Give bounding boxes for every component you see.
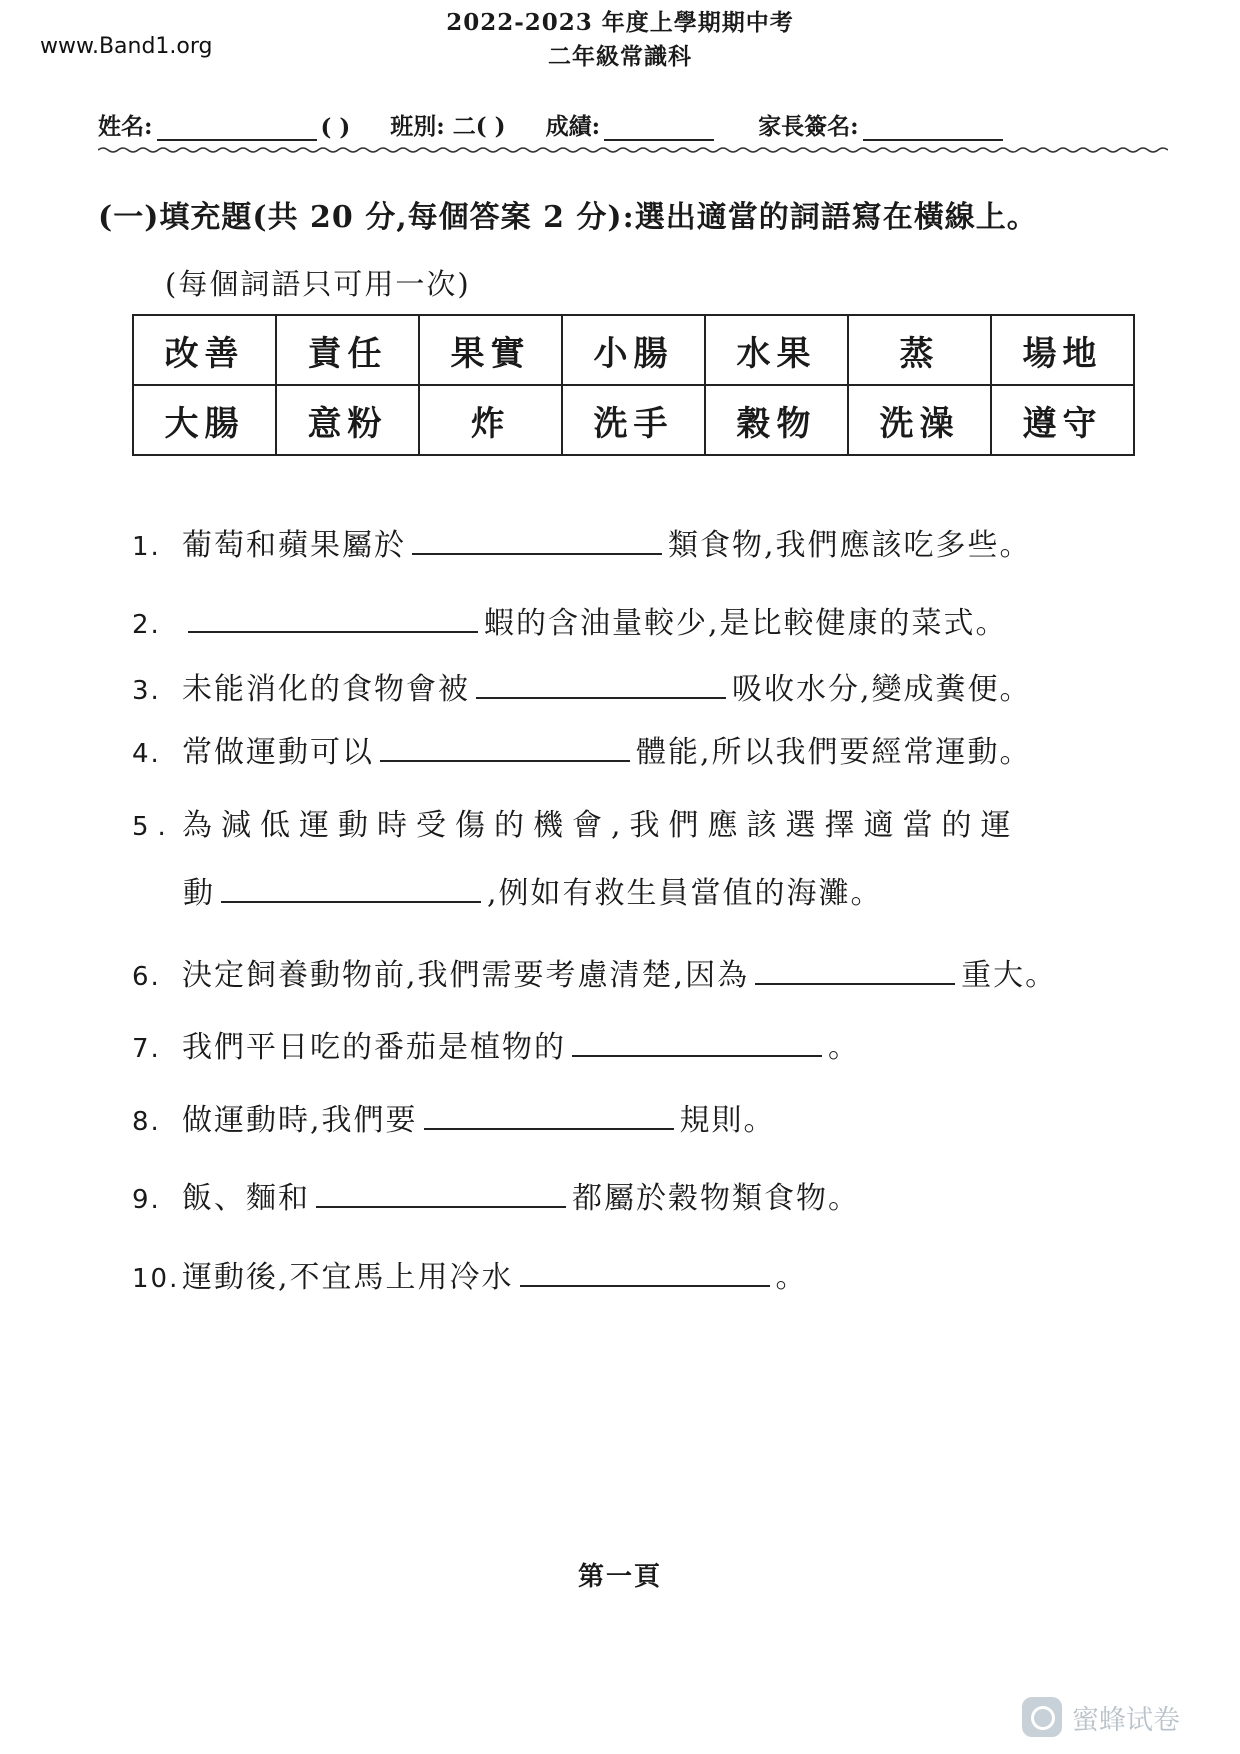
name-field[interactable] — [157, 115, 317, 141]
question-3: 3. 未能消化的食物會被 吸收水分,變成糞便。 — [132, 664, 1032, 708]
question-8: 8. 做運動時,我們要 規則。 — [132, 1095, 776, 1139]
question-9: 9. 飯、麵和 都屬於穀物類食物。 — [132, 1173, 860, 1217]
word-bank-cell: 洗澡 — [848, 385, 991, 455]
answer-blank[interactable] — [412, 525, 662, 555]
class-label: 班別: 二( ) — [390, 113, 506, 140]
score-field[interactable] — [604, 115, 714, 141]
class-number-paren: ( ) — [320, 114, 351, 141]
score-label: 成績: — [545, 113, 601, 140]
brand-watermark-text: 蜜蜂试卷 — [1072, 1704, 1180, 1736]
answer-blank[interactable] — [520, 1257, 770, 1287]
divider-wavy-line — [98, 146, 1168, 154]
name-label: 姓名: — [98, 113, 153, 140]
word-bank-row — [133, 315, 1134, 385]
brand-watermark — [1022, 1697, 1180, 1737]
brand-logo-icon — [1022, 1697, 1062, 1737]
word-bank-cell: 炸 — [419, 385, 562, 455]
answer-blank[interactable] — [221, 873, 481, 903]
word-bank-cell: 場地 — [991, 315, 1134, 385]
word-bank-cell: 改善 — [133, 315, 276, 385]
page-number: 第一頁 — [577, 1562, 662, 1592]
question-2: 2. 蝦的含油量較少,是比較健康的菜式。 — [132, 598, 1008, 642]
question-4: 4. 常做運動可以 體能,所以我們要經常運動。 — [132, 727, 1032, 771]
word-bank-cell: 洗手 — [562, 385, 705, 455]
word-bank-cell: 遵守 — [991, 385, 1134, 455]
word-bank-cell: 小腸 — [562, 315, 705, 385]
word-bank-cell: 穀物 — [705, 385, 848, 455]
answer-blank[interactable] — [476, 669, 726, 699]
question-6: 6. 決定飼養動物前,我們需要考慮清楚,因為 重大。 — [132, 950, 1057, 994]
question-5: 5. 為減低運動時受傷的機會,我們應該選擇適當的運 — [132, 808, 1020, 843]
word-bank-cell: 果實 — [419, 315, 562, 385]
section-note: (每個詞語只可用一次) — [165, 267, 471, 301]
answer-blank[interactable] — [188, 603, 478, 633]
answer-blank[interactable] — [424, 1100, 674, 1130]
question-10: 10.運動後,不宜馬上用冷水 。 — [132, 1252, 808, 1296]
word-bank-cell: 意粉 — [276, 385, 419, 455]
answer-blank[interactable] — [755, 955, 955, 985]
answer-blank[interactable] — [572, 1027, 822, 1057]
signature-label: 家長簽名: — [758, 113, 859, 140]
question-7: 7. 我們平日吃的番茄是植物的 。 — [132, 1022, 860, 1066]
word-bank-cell: 大腸 — [133, 385, 276, 455]
question-5-continued: 動 ,例如有救生員當值的海灘。 — [183, 868, 883, 912]
word-bank-cell: 蒸 — [848, 315, 991, 385]
subject-title: 二年級常識科 — [548, 43, 692, 70]
word-bank-row — [133, 385, 1134, 455]
word-bank-cell: 水果 — [705, 315, 848, 385]
word-bank-table — [132, 314, 1135, 456]
word-bank-cell: 責任 — [276, 315, 419, 385]
exam-title: 2022-2023 年度上學期期中考 — [446, 9, 794, 36]
section-title: (一)填充題(共 20 分,每個答案 2 分):選出適當的詞語寫在橫線上。 — [98, 200, 1038, 235]
question-1: 1. 葡萄和蘋果屬於 類食物,我們應該吃多些。 — [132, 520, 1032, 564]
signature-field[interactable] — [863, 115, 1003, 141]
site-watermark-label: www.Band1.org — [40, 34, 213, 59]
answer-blank[interactable] — [380, 732, 630, 762]
student-info-row — [98, 108, 1168, 141]
answer-blank[interactable] — [316, 1178, 566, 1208]
